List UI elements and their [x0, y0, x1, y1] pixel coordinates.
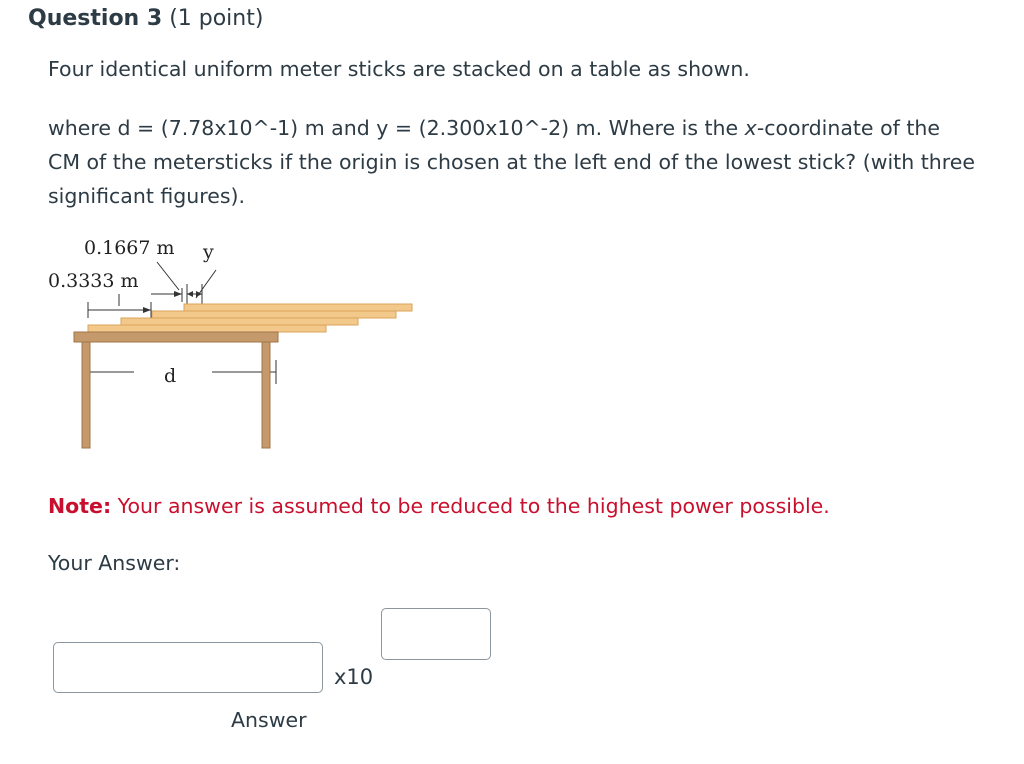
table — [74, 332, 278, 448]
meter-sticks — [88, 304, 412, 332]
prompt-variable-x: x — [744, 116, 757, 140]
table-leg-right — [262, 342, 270, 448]
label-0-3333: 0.3333 m — [48, 270, 139, 292]
stick-second — [121, 318, 358, 325]
figure-svg — [44, 232, 424, 452]
answer-caption: Answer — [231, 708, 307, 732]
meter-sticks-figure — [44, 232, 424, 452]
your-answer-label: Your Answer: — [48, 551, 181, 575]
table-top — [74, 332, 278, 342]
label-y: y — [203, 241, 214, 263]
table-leg-left — [82, 342, 90, 448]
question-prompt-body — [48, 111, 978, 213]
label-d: d — [164, 365, 177, 387]
mantissa-input[interactable] — [53, 642, 323, 693]
exponent-input[interactable] — [381, 608, 491, 660]
question-prompt-intro: Four identical uniform meter sticks are stacked on a table as shown. — [48, 57, 750, 81]
label-0-1667: 0.1667 m — [84, 237, 175, 259]
stick-bottom — [88, 325, 326, 332]
stick-top — [184, 304, 412, 311]
prompt-text-a: where d = (7.78x10^-1) m and y = (2.300x10^-2) m. Where is the — [48, 116, 745, 140]
prompt-text-b: -coordinate of the CM of the metersticks if the origin is chosen at the left end of the lowest stick? (with three significant figures). — [48, 116, 975, 208]
question-points: (1 point) — [169, 6, 264, 31]
times-ten-label: x10 — [334, 665, 374, 689]
question-header — [28, 6, 263, 31]
stick-third — [152, 311, 396, 318]
question-title: Question 3 — [28, 6, 163, 31]
note-text: Your answer is assumed to be reduced to the highest power possible. — [111, 494, 830, 518]
answer-note — [48, 494, 830, 518]
note-label: Note: — [48, 494, 112, 518]
